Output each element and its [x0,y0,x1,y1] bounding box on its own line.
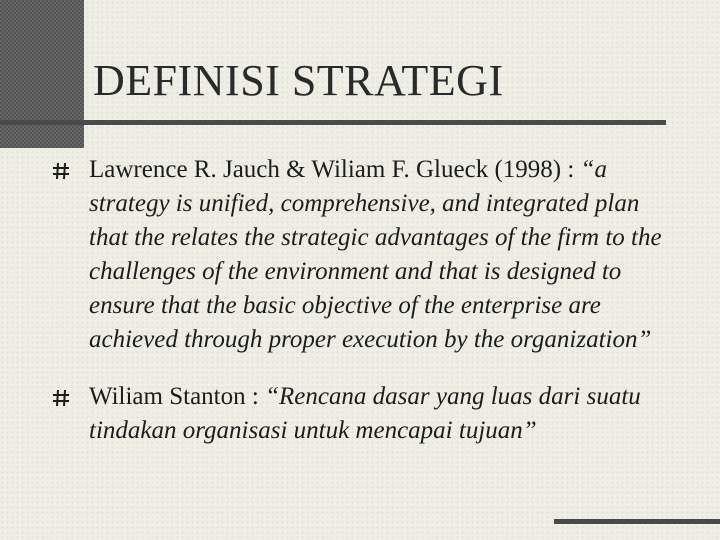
hash-bullet-icon [52,162,70,180]
title-underline [0,120,666,125]
bullet-quote: “a strategy is unified, comprehensive, and integrated plan that the relates the strategic advantages of the firm to the challenges of the environment and that is designed to ensure that the basic objective of the enterprise are achieved through proper execution by the organization” [89,156,662,353]
corner-decoration [0,0,84,148]
bullet-author: Wiliam Stanton : [89,383,266,410]
bottom-accent-rule [554,519,720,524]
bullet-item-jauch-glueck [52,153,682,357]
bullet-item-stanton [52,380,682,448]
slide-title: DEFINISI STRATEGI [93,56,504,105]
bullet-list [52,153,682,448]
bullet-author: Lawrence R. Jauch & Wiliam F. Glueck (1998) : [89,156,575,183]
hash-bullet-icon [52,389,70,407]
bullet-quote: “Rencana dasar yang luas dari suatu tindakan organisasi untuk mencapai tujuan” [89,383,641,444]
